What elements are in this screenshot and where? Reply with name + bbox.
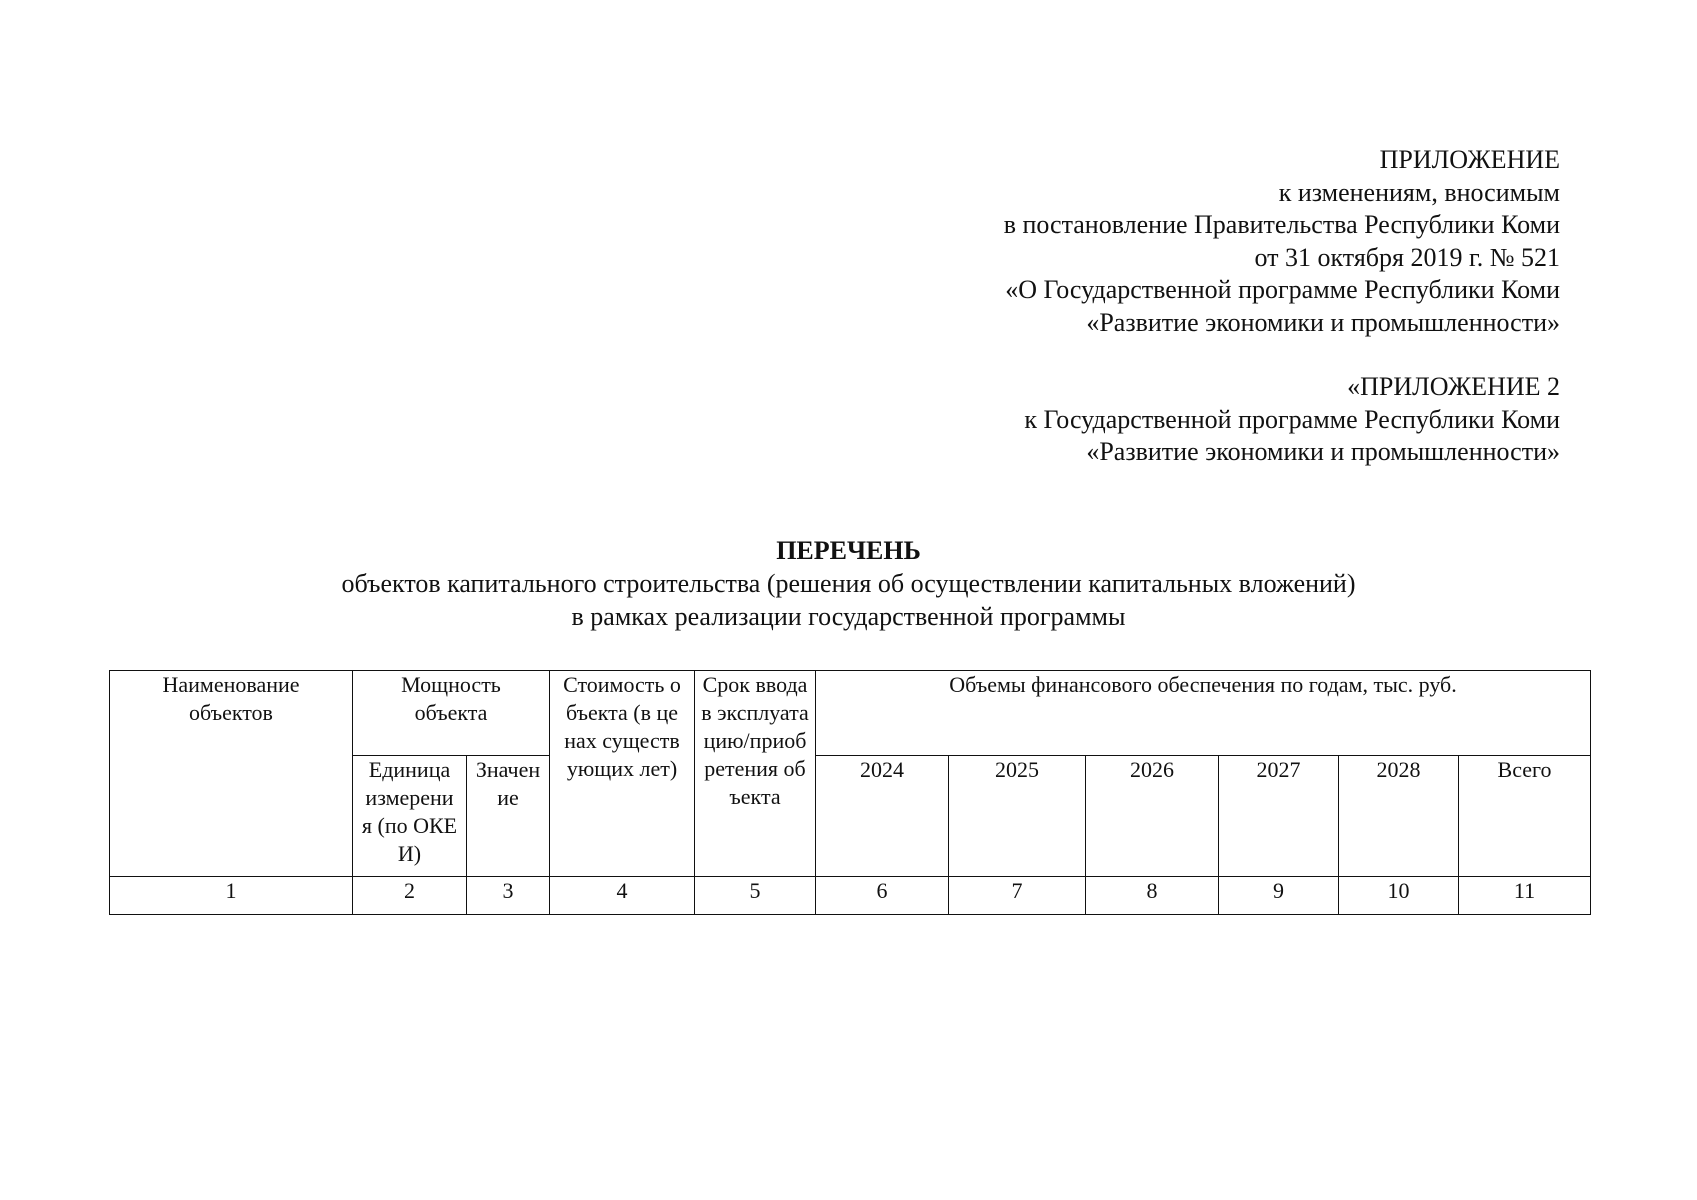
appendix-line: к Государственной программе Республики Коми <box>1024 404 1560 434</box>
appendix-line: к изменениям, вносимым <box>1278 177 1560 207</box>
appendix-line: от 31 октября 2019 г. № 521 <box>1254 242 1560 272</box>
column-number: 5 <box>695 877 816 915</box>
column-number-row <box>110 877 1591 915</box>
column-number: 8 <box>1086 877 1219 915</box>
header-cell-name <box>110 671 353 877</box>
appendix-header <box>1004 144 1560 469</box>
column-number: 6 <box>816 877 949 915</box>
header-cell-year: 2024 <box>816 756 949 877</box>
header-cell-unit <box>353 756 467 877</box>
column-number: 3 <box>467 877 550 915</box>
appendix-line: «О Государственной программе Республики Коми <box>1005 275 1560 304</box>
header-text: Значение <box>475 757 541 810</box>
header-text: Наименование объектов <box>162 672 300 725</box>
column-number: 1 <box>110 877 353 915</box>
objects-table <box>109 670 1591 915</box>
header-cell-cost <box>550 671 695 877</box>
appendix-line: «Развитие экономики и промышленности» <box>1086 307 1560 337</box>
header-cell-value <box>467 756 550 877</box>
column-number: 11 <box>1459 877 1591 915</box>
header-cell-year: 2025 <box>949 756 1086 877</box>
column-number: 9 <box>1219 877 1339 915</box>
spacer <box>1004 339 1560 371</box>
appendix-line: «ПРИЛОЖЕНИЕ 2 <box>1347 372 1560 401</box>
appendix-line: ПРИЛОЖЕНИЕ <box>1379 145 1560 174</box>
header-cell-total: Всего <box>1459 756 1591 877</box>
header-cell-capacity <box>353 671 550 756</box>
header-text: Стоимость объекта (в ценах существующих лет) <box>563 672 681 781</box>
header-text: Единица измерения (по ОКЕИ) <box>361 757 458 866</box>
header-cell-year: 2028 <box>1339 756 1459 877</box>
header-text: Мощность объекта <box>401 672 501 725</box>
appendix-line: «Развитие экономики и промышленности» <box>1086 437 1560 466</box>
column-number: 2 <box>353 877 467 915</box>
header-cell-funding <box>816 671 1591 756</box>
header-cell-year: 2026 <box>1086 756 1219 877</box>
header-cell-term <box>695 671 816 877</box>
header-cell-year: 2027 <box>1219 756 1339 877</box>
column-number: 10 <box>1339 877 1459 915</box>
header-text: Срок ввода в эксплуатацию/приобретения объекта <box>701 672 809 809</box>
column-number: 4 <box>550 877 695 915</box>
column-number: 7 <box>949 877 1086 915</box>
title-heading: ПЕРЕЧЕНЬ <box>776 536 921 565</box>
header-row <box>110 671 1591 756</box>
header-text: Объемы финансового обеспечения по годам, тыс. руб. <box>949 672 1457 697</box>
title-line: в рамках реализации государственной программы <box>571 602 1126 631</box>
document-title <box>0 534 1697 633</box>
title-line: объектов капитального строительства (решения об осуществлении капитальных вложений) <box>341 569 1356 598</box>
appendix-line: в постановление Правительства Республики Коми <box>1003 210 1560 239</box>
